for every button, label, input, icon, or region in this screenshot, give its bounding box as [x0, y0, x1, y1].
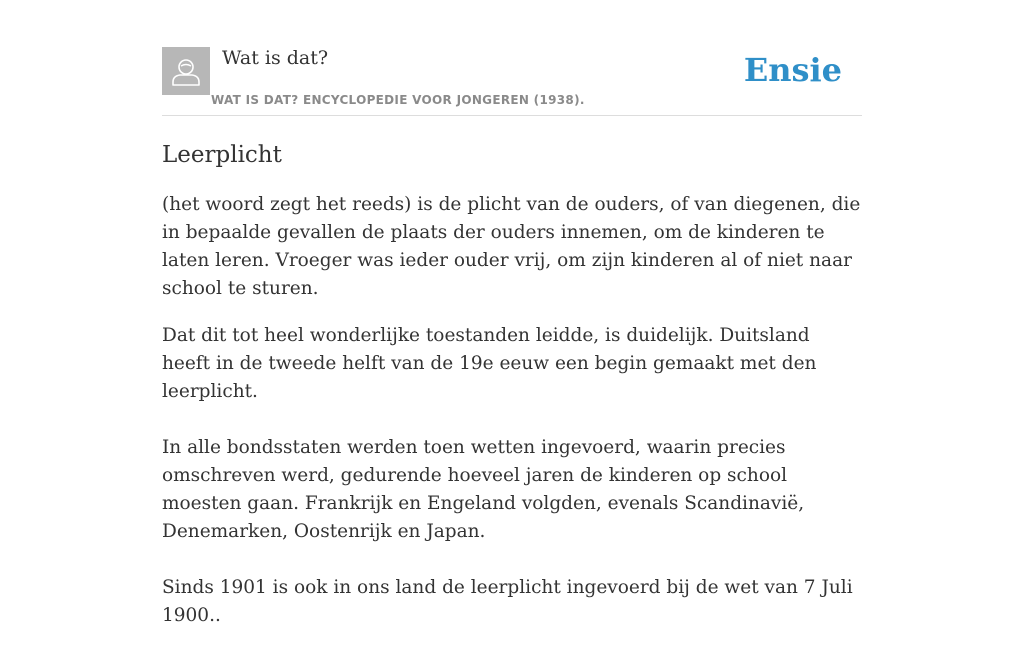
user-icon: [162, 47, 210, 95]
brand-logo[interactable]: Ensie: [743, 51, 842, 89]
source-title[interactable]: Wat is dat?: [222, 47, 329, 69]
article-container: [162, 0, 862, 649]
avatar[interactable]: [162, 47, 210, 95]
source-header: [162, 0, 862, 116]
entry-paragraph: (het woord zegt het reeds) is de plicht van de ouders, of van diegenen, die in bepaalde gevallen de plaats der ouders innemen, om de kinderen te laten leren. Vroeger was ieder ouder vrij, om zijn kinderen al of niet naar school te sturen.: [162, 194, 861, 299]
entry-paragraph: Dat dit tot heel wonderlijke toestanden leidde, is duidelijk. Duitsland heeft in de tweede helft van de 19e eeuw een begin gemaakt met den leerplicht. In alle bondsstaten werden toen wetten ingevoerd, waarin precies omschreven werd, gedurende hoeveel jaren de kinderen op school moesten gaan. Frankrijk en Engeland volgden, evenals Scandinavië, Denemarken, Oostenrijk en Japan. Sinds 1901 is ook in ons land de leerplicht ingevoerd bij de wet van 7 Juli 1900..: [162, 325, 853, 626]
source-subtitle: WAT IS DAT? ENCYCLOPEDIE VOOR JONGEREN (1938).: [211, 93, 585, 107]
entry-title: Leerplicht: [162, 142, 282, 168]
entry-body: [162, 191, 862, 630]
